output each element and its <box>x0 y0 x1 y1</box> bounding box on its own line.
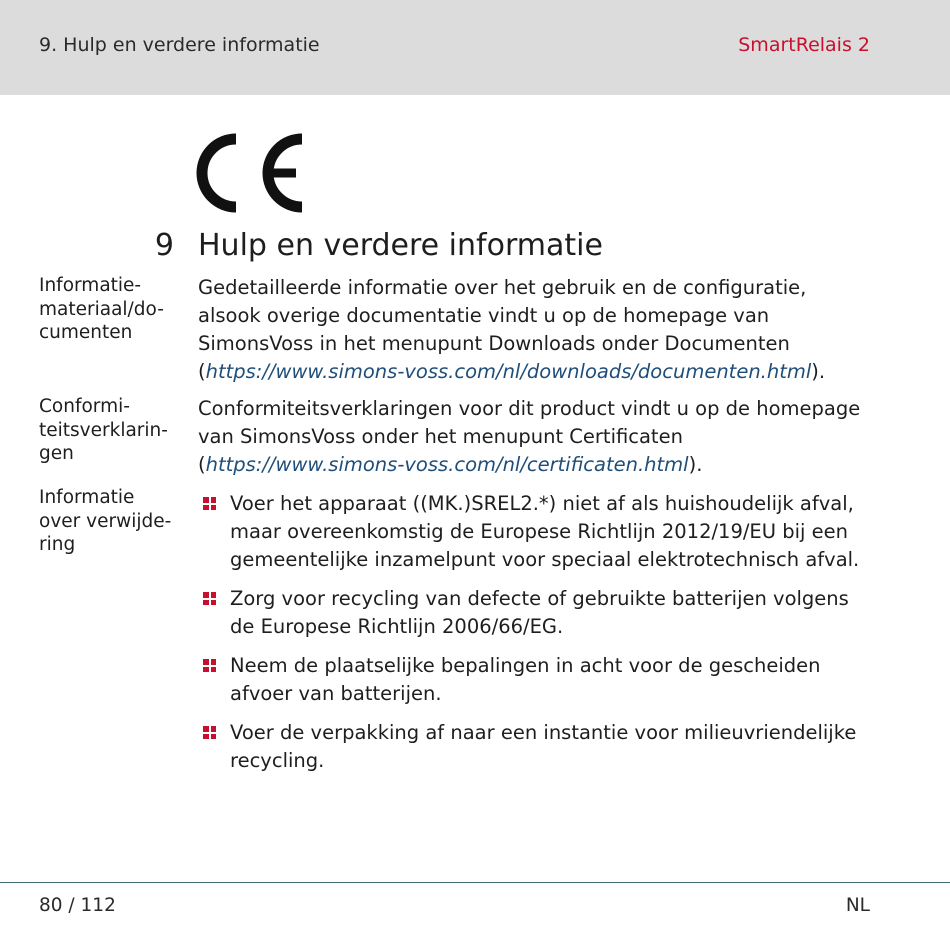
disposal-list <box>198 490 878 786</box>
header-section-title: 9. Hulp en verdere informatie <box>39 34 320 56</box>
side-label-documents <box>39 274 179 345</box>
red-square-bullet-icon <box>203 592 216 605</box>
ce-mark-icon <box>196 132 308 214</box>
list-item-text: Zorg voor recycling van defecte of gebruikte batterijen volgens de Europese Richtlijn 2006/66/EG. <box>230 587 849 638</box>
list-item <box>198 652 878 708</box>
list-item <box>198 719 878 775</box>
conformity-paragraph <box>198 395 873 479</box>
page-header <box>0 0 950 95</box>
paragraph-text: Gedetailleerde informatie over het gebruik en de configuratie, alsook overige documentatie vindt u op de homepage van SimonsVoss in het menupunt Downloads onder Documenten ( <box>198 276 807 383</box>
side-label-text: Informatie- materiaal/do- cumenten <box>39 275 164 343</box>
list-item <box>198 585 878 641</box>
header-product-name: SmartRelais 2 <box>738 34 870 56</box>
side-label-text: Informatie over verwijde- ring <box>39 487 172 555</box>
list-item-text: Neem de plaatselijke bepalingen in acht voor de gescheiden afvoer van batterijen. <box>230 654 821 705</box>
chapter-number: 9 <box>154 228 174 263</box>
footer-divider <box>0 882 950 883</box>
documents-link[interactable]: https://www.simons-voss.com/nl/downloads/documenten.html <box>205 360 812 383</box>
side-label-conformity <box>39 395 179 466</box>
red-square-bullet-icon <box>203 497 216 510</box>
red-square-bullet-icon <box>203 659 216 672</box>
paragraph-text-end: ). <box>811 360 826 383</box>
side-label-disposal <box>39 486 179 557</box>
paragraph-text-end: ). <box>688 453 703 476</box>
list-item-text: Voer de verpakking af naar een instantie voor milieuvriendelijke recycling. <box>230 721 857 772</box>
paragraph-text: Conformiteitsverklaringen voor dit product vindt u op de homepage van SimonsVoss onder het menupunt Certificaten ( <box>198 397 861 476</box>
language-code: NL <box>845 895 870 916</box>
chapter-title: Hulp en verdere informatie <box>198 228 603 263</box>
red-square-bullet-icon <box>203 726 216 739</box>
side-label-text: Conformi- teitsverklarin- gen <box>39 396 168 464</box>
page-number: 80 / 112 <box>39 895 116 916</box>
list-item <box>198 490 878 574</box>
documents-paragraph <box>198 274 873 386</box>
list-item-text: Voer het apparaat ((MK.)SREL2.*) niet af als huishoudelijk afval, maar overeenkomstig de Europese Richtlijn 2012/19/EU bij een gemeentelijke inzamelpunt voor speciaal elektrotechnisch afval. <box>230 492 860 571</box>
certificates-link[interactable]: https://www.simons-voss.com/nl/certificaten.html <box>205 453 689 476</box>
